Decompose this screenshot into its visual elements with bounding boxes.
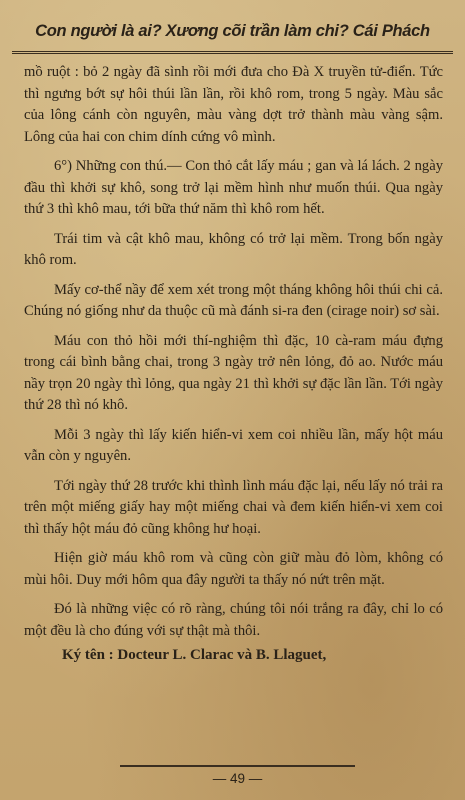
paragraph-2: 6°) Những con thú.— Con thỏ cắt lấy máu ; gan và lá lách. 2 ngày đầu thì khởi sự khô, song trở lại mềm hình như muốn thúi. Qua ngày thứ 3 thì khô mau, tới bữa thứ năm thì khô rom hết.: [24, 158, 443, 217]
paragraph-4: Mấy cơ-thể nầy để xem xét trong một tháng không hôi thúi chi cả. Chúng nó giống như da thuộc cũ mà đánh si-ra đen (cirage noir) sơ sài.: [24, 281, 443, 319]
paragraph-9: Đó là những việc có rõ ràng, chúng tôi nói trắng ra đây, chỉ lo có một đều là cho đúng với sự thật mà thôi.: [24, 601, 443, 639]
paragraph-5: Máu con thỏ hồi mới thí-nghiệm thì đặc, 10 cà-ram máu đựng trong cái bình bằng chai, trong 3 ngày trở nên lỏng, đỏ ao. Nước máu nầy trọn 20 ngày thì lỏng, qua ngày 21 thì khởi sự đặc lần lần. Tới ngày thứ 28 thì nó khô.: [24, 332, 443, 413]
running-header: Con người là ai? Xương cõi trần làm chi? Cái Phách: [12, 14, 453, 54]
paragraph-1: mồ ruột : bỏ 2 ngày đã sình rồi mới đưa cho Đà X truyền tử-điển. Tức thì ngưng bớt sự hôi thúi lần lần, rồi khô rom, trong 5 ngày. Màu sắc của lông cánh còn nguyên, màu vàng dợt trở thành màu vàng sậm. Lông của hai con chim dính cứng vô mình.: [24, 64, 443, 145]
paragraph-7: Tới ngày thứ 28 trước khi thình lình máu đặc lại, nếu lấy nó trải ra trên một miếng giấy hay một miếng chai và đem kiến hiển-vi xem coi thì thấy hột máu đỏ cũng không hư hoại.: [24, 477, 443, 537]
signature-line: Ký tên : Docteur L. Clarac và B. Llaguet,: [62, 647, 327, 663]
paragraph-3: Trái tim và cật khô mau, không có trở lại mềm. Trong bốn ngày khô rom.: [24, 230, 443, 268]
paragraph-6: Mỗi 3 ngày thì lấy kiến hiển-vi xem coi nhiều lần, mấy hột máu vẫn còn y nguyên.: [24, 426, 443, 464]
page-body: [24, 62, 443, 666]
page-number: — 49 —: [120, 765, 355, 791]
paragraph-8: Hiện giờ máu khô rom và cũng còn giữ màu đỏ lòm, không có mùi hôi. Duy mới hôm qua đây người ta thấy nó nứt trên mặt.: [24, 550, 443, 588]
